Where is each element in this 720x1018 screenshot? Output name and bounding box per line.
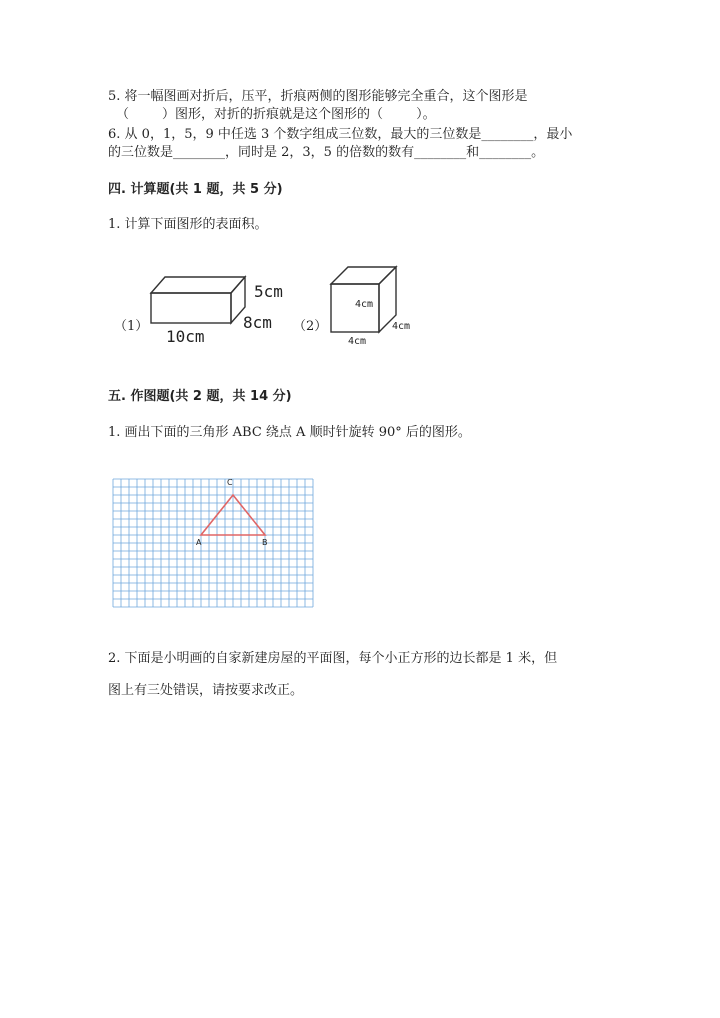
- section5-q2-line2: 图上有三处错误，请按要求改正。: [108, 683, 304, 698]
- point-a-label: A: [196, 538, 202, 547]
- point-c-label: C: [227, 478, 233, 487]
- q5-line2: （ ）图形，对折的折痕就是这个图形的（ ）。: [116, 107, 436, 122]
- q6-line1: 6. 从 0，1，5，9 中任选 3 个数字组成三位数，最大的三位数是________，最小: [108, 127, 573, 142]
- figure1-length-label: 10cm: [166, 327, 205, 346]
- q5-line1: 5. 将一幅图画对折后，压平，折痕两侧的图形能够完全重合，这个图形是: [108, 89, 528, 104]
- section5-q2-line1: 2. 下面是小明画的自家新建房屋的平面图，每个小正方形的边长都是 1 米，但: [108, 651, 558, 666]
- figure1-tag: （1）: [114, 319, 149, 334]
- cube-top-face: [331, 267, 396, 284]
- q6-line2: 的三位数是________，同时是 2，3，5 的倍数的数有________和________。: [108, 145, 545, 160]
- figure2-bottom-label: 4cm: [348, 336, 367, 347]
- cuboid-front-face: [151, 293, 231, 323]
- cuboid-top-face: [151, 277, 245, 293]
- figure2-tag: （2）: [293, 319, 328, 334]
- drawing-grid: [112, 478, 314, 612]
- figure2-side-label: 4cm: [392, 321, 411, 332]
- section4-heading: 四. 计算题(共 1 题，共 5 分): [108, 182, 283, 197]
- figure2-front-label: 4cm: [355, 299, 374, 310]
- section4-q1: 1. 计算下面图形的表面积。: [108, 217, 268, 232]
- section5-heading: 五. 作图题(共 2 题，共 14 分): [108, 389, 292, 404]
- cuboid-figure: [145, 265, 255, 330]
- section5-q1: 1. 画出下面的三角形 ABC 绕点 A 顺时针旋转 90° 后的图形。: [108, 425, 471, 440]
- point-b-label: B: [262, 538, 268, 547]
- figure1-height-label: 5cm: [254, 282, 283, 301]
- figure1-width-label: 8cm: [243, 313, 272, 332]
- grid-lines: [113, 479, 313, 607]
